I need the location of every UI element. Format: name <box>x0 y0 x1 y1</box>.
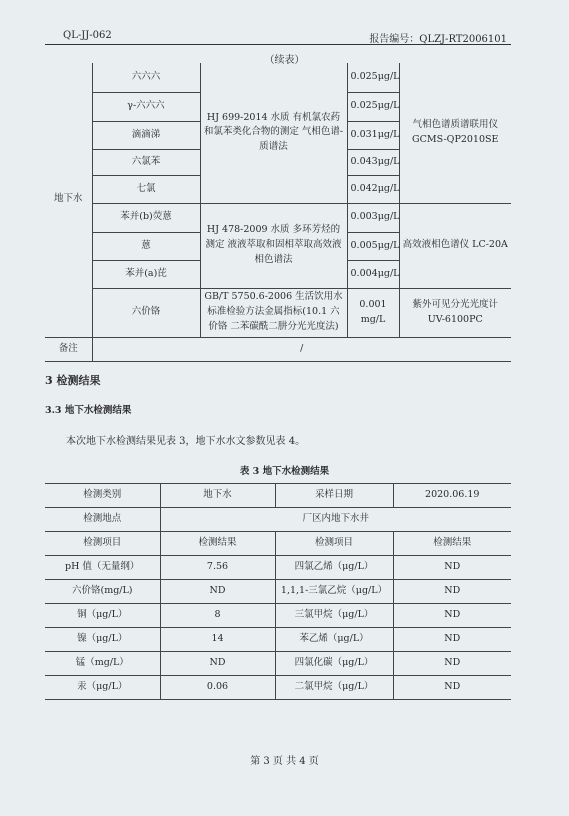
result-value: ND <box>393 604 511 628</box>
result-value: 14 <box>160 628 275 652</box>
instrument-cell: 高效液相色谱仪 LC-20A <box>399 203 511 288</box>
type-value: 地下水 <box>160 484 275 508</box>
table-row <box>45 676 511 700</box>
item-name: 苯乙烯（μg/L） <box>275 628 393 652</box>
result-value: ND <box>393 580 511 604</box>
result-value: ND <box>393 676 511 700</box>
section-title: 3 检测结果 <box>45 374 101 387</box>
location-label: 检测地点 <box>45 508 160 532</box>
instrument-cell: 气相色谱质谱联用仪 GCMS-QP2010SE <box>399 63 511 203</box>
date-value: 2020.06.19 <box>393 484 511 508</box>
result-value: 0.06 <box>160 676 275 700</box>
item-name: 铜（μg/L） <box>45 604 160 628</box>
table-row <box>45 556 511 580</box>
item-name: 镍（μg/L） <box>45 628 160 652</box>
item-name: 六氯苯 <box>92 149 200 175</box>
limit-cell: 0.043μg/L <box>347 149 399 175</box>
result-value: ND <box>393 652 511 676</box>
item-name: 滴滴涕 <box>92 121 200 149</box>
continued-label: （续表） <box>264 55 305 66</box>
limit-cell: 0.025μg/L <box>347 63 399 92</box>
item-name: 苯并(a)芘 <box>92 260 200 288</box>
item-name: 四氯乙烯（μg/L） <box>275 556 393 580</box>
limit-cell: 0.004μg/L <box>347 260 399 288</box>
item-name: 二氯甲烷（μg/L） <box>275 676 393 700</box>
table-row <box>45 652 511 676</box>
item-name: 苯并(b)荧蒽 <box>92 203 200 232</box>
limit-cell: 0.031μg/L <box>347 121 399 149</box>
item-name: 六价铬(mg/L) <box>45 580 160 604</box>
page-footer: 第 3 页 共 4 页 <box>250 756 319 767</box>
table-row <box>45 580 511 604</box>
header-divider <box>45 44 511 45</box>
result-value: ND <box>160 652 275 676</box>
result-value: 8 <box>160 604 275 628</box>
remark-label: 备注 <box>45 337 92 361</box>
body-paragraph: 本次地下水检测结果见表 3，地下水水文参数见表 4。 <box>66 436 306 447</box>
item-name: 三氯甲烷（μg/L） <box>275 604 393 628</box>
limit-cell: 0.005μg/L <box>347 232 399 260</box>
item-name: 蒽 <box>92 232 200 260</box>
header-item: 检测项目 <box>275 532 393 556</box>
doc-code: QL-JJ-062 <box>63 30 112 41</box>
item-name: 锰（mg/L） <box>45 652 160 676</box>
result-value: ND <box>160 580 275 604</box>
header-result: 检测结果 <box>393 532 511 556</box>
result-value: 7.56 <box>160 556 275 580</box>
method-cell: HJ 478-2009 水质 多环芳烃的测定 液液萃取和固相萃取高效液相色谱法 <box>200 203 347 288</box>
limit-cell: 0.003μg/L <box>347 203 399 232</box>
category-cell: 地下水 <box>45 63 92 337</box>
item-name: 六六六 <box>92 63 200 92</box>
method-cell: HJ 699-2014 水质 有机氯农药和氯苯类化合物的测定 气相色谱-质谱法 <box>200 63 347 203</box>
table-row <box>45 628 511 652</box>
location-value: 厂区内地下水井 <box>160 508 511 532</box>
report-number: 报告编号：QLZJ-RT2006101 <box>369 34 507 45</box>
header-result: 检测结果 <box>160 532 275 556</box>
limit-cell: 0.025μg/L <box>347 92 399 121</box>
instrument-cell: 紫外可见分光光度计 UV-6100PC <box>399 288 511 337</box>
limit-cell: 0.001 mg/L <box>347 288 399 337</box>
item-name: 七氯 <box>92 175 200 203</box>
item-name: 汞（μg/L） <box>45 676 160 700</box>
subsection-title: 3.3 地下水检测结果 <box>45 405 132 416</box>
item-name: 1,1,1-三氯乙烷（μg/L） <box>275 580 393 604</box>
item-name: 四氯化碳（μg/L） <box>275 652 393 676</box>
type-label: 检测类别 <box>45 484 160 508</box>
remark-value: / <box>92 337 511 361</box>
method-cell: GB/T 5750.6-2006 生活饮用水标准检验方法金属指标(10.1 六价铬 二苯碳酰二肼分光光度法) <box>200 288 347 337</box>
table-row <box>45 604 511 628</box>
results-table <box>45 483 511 700</box>
limit-cell: 0.042μg/L <box>347 175 399 203</box>
method-table <box>45 63 511 362</box>
header-item: 检测项目 <box>45 532 160 556</box>
item-name: γ-六六六 <box>92 92 200 121</box>
result-value: ND <box>393 556 511 580</box>
item-name: pH 值（无量纲） <box>45 556 160 580</box>
date-label: 采样日期 <box>275 484 393 508</box>
table-caption: 表 3 地下水检测结果 <box>239 466 330 477</box>
item-name: 六价铬 <box>92 288 200 337</box>
result-value: ND <box>393 628 511 652</box>
